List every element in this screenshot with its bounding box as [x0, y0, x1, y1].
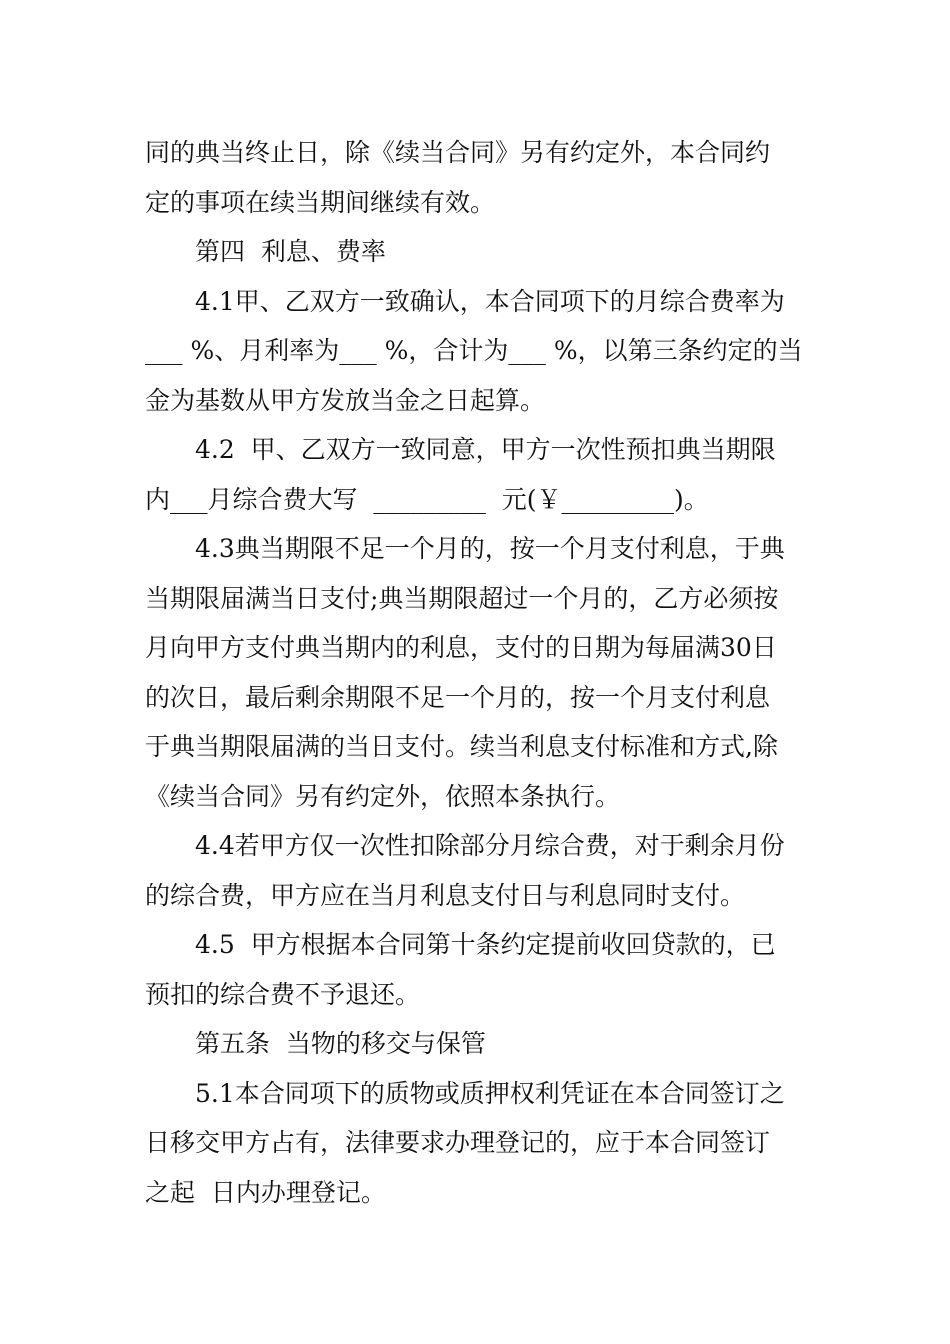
clause-start-line: 5.1本合同项下的质物或质押权利凭证在本合同签订之 — [195, 1078, 785, 1108]
clause-start-line: 4.5 甲方根据本合同第十条约定提前收回贷款的，已 — [195, 930, 776, 959]
text-line: 《续当合同》另有约定外，依照本条执行。 — [145, 781, 621, 811]
text-line: 金为基数从甲方发放当金之日起算。 — [145, 385, 546, 415]
text-line: 之起 日内办理登记。 — [145, 1177, 386, 1207]
text-line: 月向甲方支付典当期内的利息，支付的日期为每届满30日 — [145, 633, 777, 662]
text-line: 的综合费，甲方应在当月利息支付日与利息同时支付。 — [145, 880, 746, 910]
clause-start-line: 4.4若甲方仅一次性扣除部分月综合费，对于剩余月份 — [195, 831, 785, 860]
text-line: 内___月综合费大写 _________ 元(￥_________)。 — [145, 484, 709, 514]
document-body — [145, 128, 810, 1217]
text-line: 定的事项在续当期间继续有效。 — [145, 187, 496, 217]
text-line: 当期限届满当日支付;典当期限超过一个月的，乙方必须按 — [145, 583, 779, 613]
clause-start-line: 4.1甲、乙双方一致确认，本合同项下的月综合费率为 — [195, 286, 785, 316]
clause-start-line: 4.3典当期限不足一个月的，按一个月支付利息，于典 — [195, 534, 785, 563]
text-line: 同的典当终止日，除《续当合同》另有约定外，本合同约 — [145, 138, 771, 167]
section-heading: 第四 利息、费率 — [195, 237, 386, 266]
clause-start-line: 4.2 甲、乙双方一致同意，甲方一次性预扣典当期限 — [195, 435, 776, 464]
text-line: 的次日，最后剩余期限不足一个月的，按一个月支付利息 — [145, 682, 771, 712]
text-line: 于典当期限届满的当日支付。续当利息支付标准和方式,除 — [145, 732, 778, 761]
text-line: 预扣的综合费不予退还。 — [145, 979, 421, 1009]
section-heading: 第五条 当物的移交与保管 — [195, 1029, 486, 1058]
text-line: 日移交甲方占有，法律要求办理登记的，应于本合同签订 — [145, 1128, 771, 1157]
text-line: ___ %、月利率为___ %，合计为___ %，以第三条约定的当 — [145, 336, 803, 365]
